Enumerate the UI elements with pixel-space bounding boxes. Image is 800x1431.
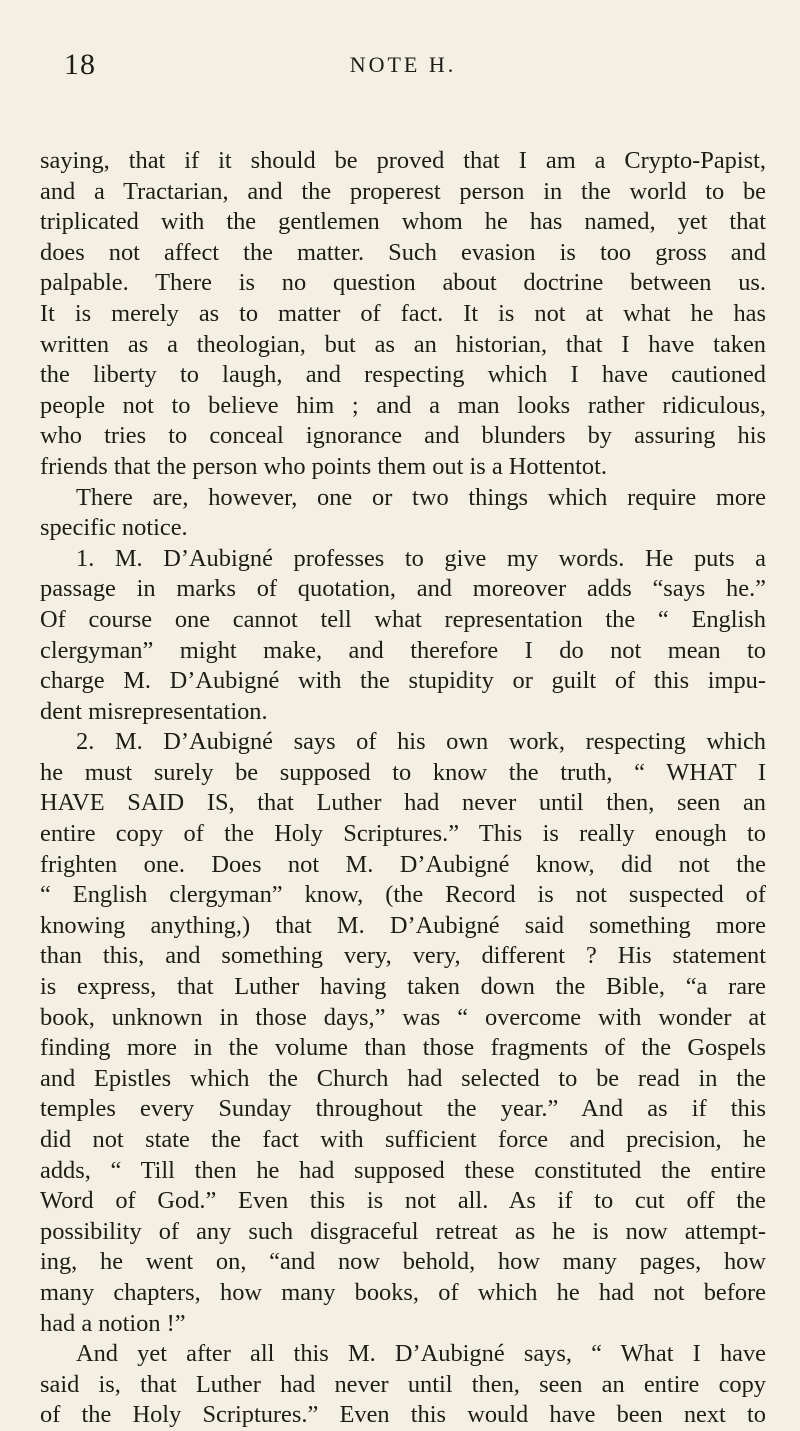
text-line: frighten one. Does not M. D’Aubigné know, did not the xyxy=(40,850,766,878)
text-line: Word of God.” Even this is not all. As if to cut off the xyxy=(40,1187,766,1215)
text-line: does not affect the matter. Such evasion is too gross and xyxy=(40,238,766,266)
text-line: “ English clergyman” know, (the Record is not suspected of xyxy=(40,881,766,909)
text-line: friends that the person who points them out is a Hottentot. xyxy=(40,452,607,480)
body-text xyxy=(40,146,766,1431)
running-head xyxy=(40,38,766,88)
page-number: 18 xyxy=(64,48,96,81)
text-line: many chapters, how many books, of which he had not before xyxy=(40,1278,766,1306)
text-line: written as a theologian, but as an historian, that I have taken xyxy=(40,330,766,358)
text-line: saying, that if it should be proved that I am a Crypto-Papist, xyxy=(40,147,766,174)
text-line: had a notion !” xyxy=(40,1309,186,1337)
text-line: who tries to conceal ignorance and blunders by assuring his xyxy=(40,422,766,450)
text-line: charge M. D’Aubigné with the stupidity or guilt of this impu- xyxy=(40,667,766,695)
text-line: passage in marks of quotation, and moreover adds “says he.” xyxy=(40,575,766,603)
text-line: temples every Sunday throughout the year.” And as if this xyxy=(40,1095,766,1123)
text-line: clergyman” might make, and therefore I do not mean to xyxy=(40,636,766,664)
text-line: 1. M. D’Aubigné professes to give my words. He puts a xyxy=(76,544,766,572)
text-line: of the Holy Scriptures.” Even this would have been next to xyxy=(40,1401,766,1429)
text-line: There are, however, one or two things which require more xyxy=(76,483,766,511)
text-line: people not to believe him ; and a man looks rather ridiculous, xyxy=(40,391,766,419)
text-line: did not state the fact with sufficient force and precision, he xyxy=(40,1126,766,1153)
text-line: Of course one cannot tell what representation the “ English xyxy=(40,605,766,633)
text-line: knowing anything,) that M. D’Aubigné said something more xyxy=(40,911,766,939)
text-line: possibility of any such disgraceful retreat as he is now attempt- xyxy=(40,1217,766,1245)
text-line: entire copy of the Holy Scriptures.” This is really enough to xyxy=(40,820,766,848)
text-line: the liberty to laugh, and respecting which I have cautioned xyxy=(40,361,766,389)
text-line: and Epistles which the Church had selected to be read in the xyxy=(40,1064,766,1092)
text-line: And yet after all this M. D’Aubigné says, “ What I have xyxy=(76,1340,766,1368)
text-line: HAVE SAID IS, that Luther had never until then, seen an xyxy=(40,789,766,817)
text-line: 2. M. D’Aubigné says of his own work, respecting which xyxy=(76,728,766,756)
text-line: said is, that Luther had never until then, seen an entire copy xyxy=(40,1370,766,1398)
text-line: adds, “ Till then he had supposed these constituted the entire xyxy=(40,1156,766,1184)
text-line: It is merely as to matter of fact. It is not at what he has xyxy=(40,299,766,327)
text-line: book, unknown in those days,” was “ overcome with wonder at xyxy=(40,1003,766,1031)
text-line: triplicated with the gentlemen whom he has named, yet that xyxy=(40,208,766,236)
text-line: ing, he went on, “and now behold, how many pages, how xyxy=(40,1248,766,1276)
text-line: specific notice. xyxy=(40,514,188,542)
running-title: NOTE H. xyxy=(349,52,457,77)
text-line: he must surely be supposed to know the truth, “ WHAT I xyxy=(40,758,766,786)
text-line: than this, and something very, very, different ? His statement xyxy=(40,942,766,970)
text-line: palpable. There is no question about doctrine between us. xyxy=(40,269,766,297)
text-line: is express, that Luther having taken down the Bible, “a rare xyxy=(40,973,766,1001)
text-line: and a Tractarian, and the properest person in the world to be xyxy=(40,177,766,205)
text-line: finding more in the volume than those fragments of the Gospels xyxy=(40,1034,766,1062)
text-line: dent misrepresentation. xyxy=(40,697,268,725)
